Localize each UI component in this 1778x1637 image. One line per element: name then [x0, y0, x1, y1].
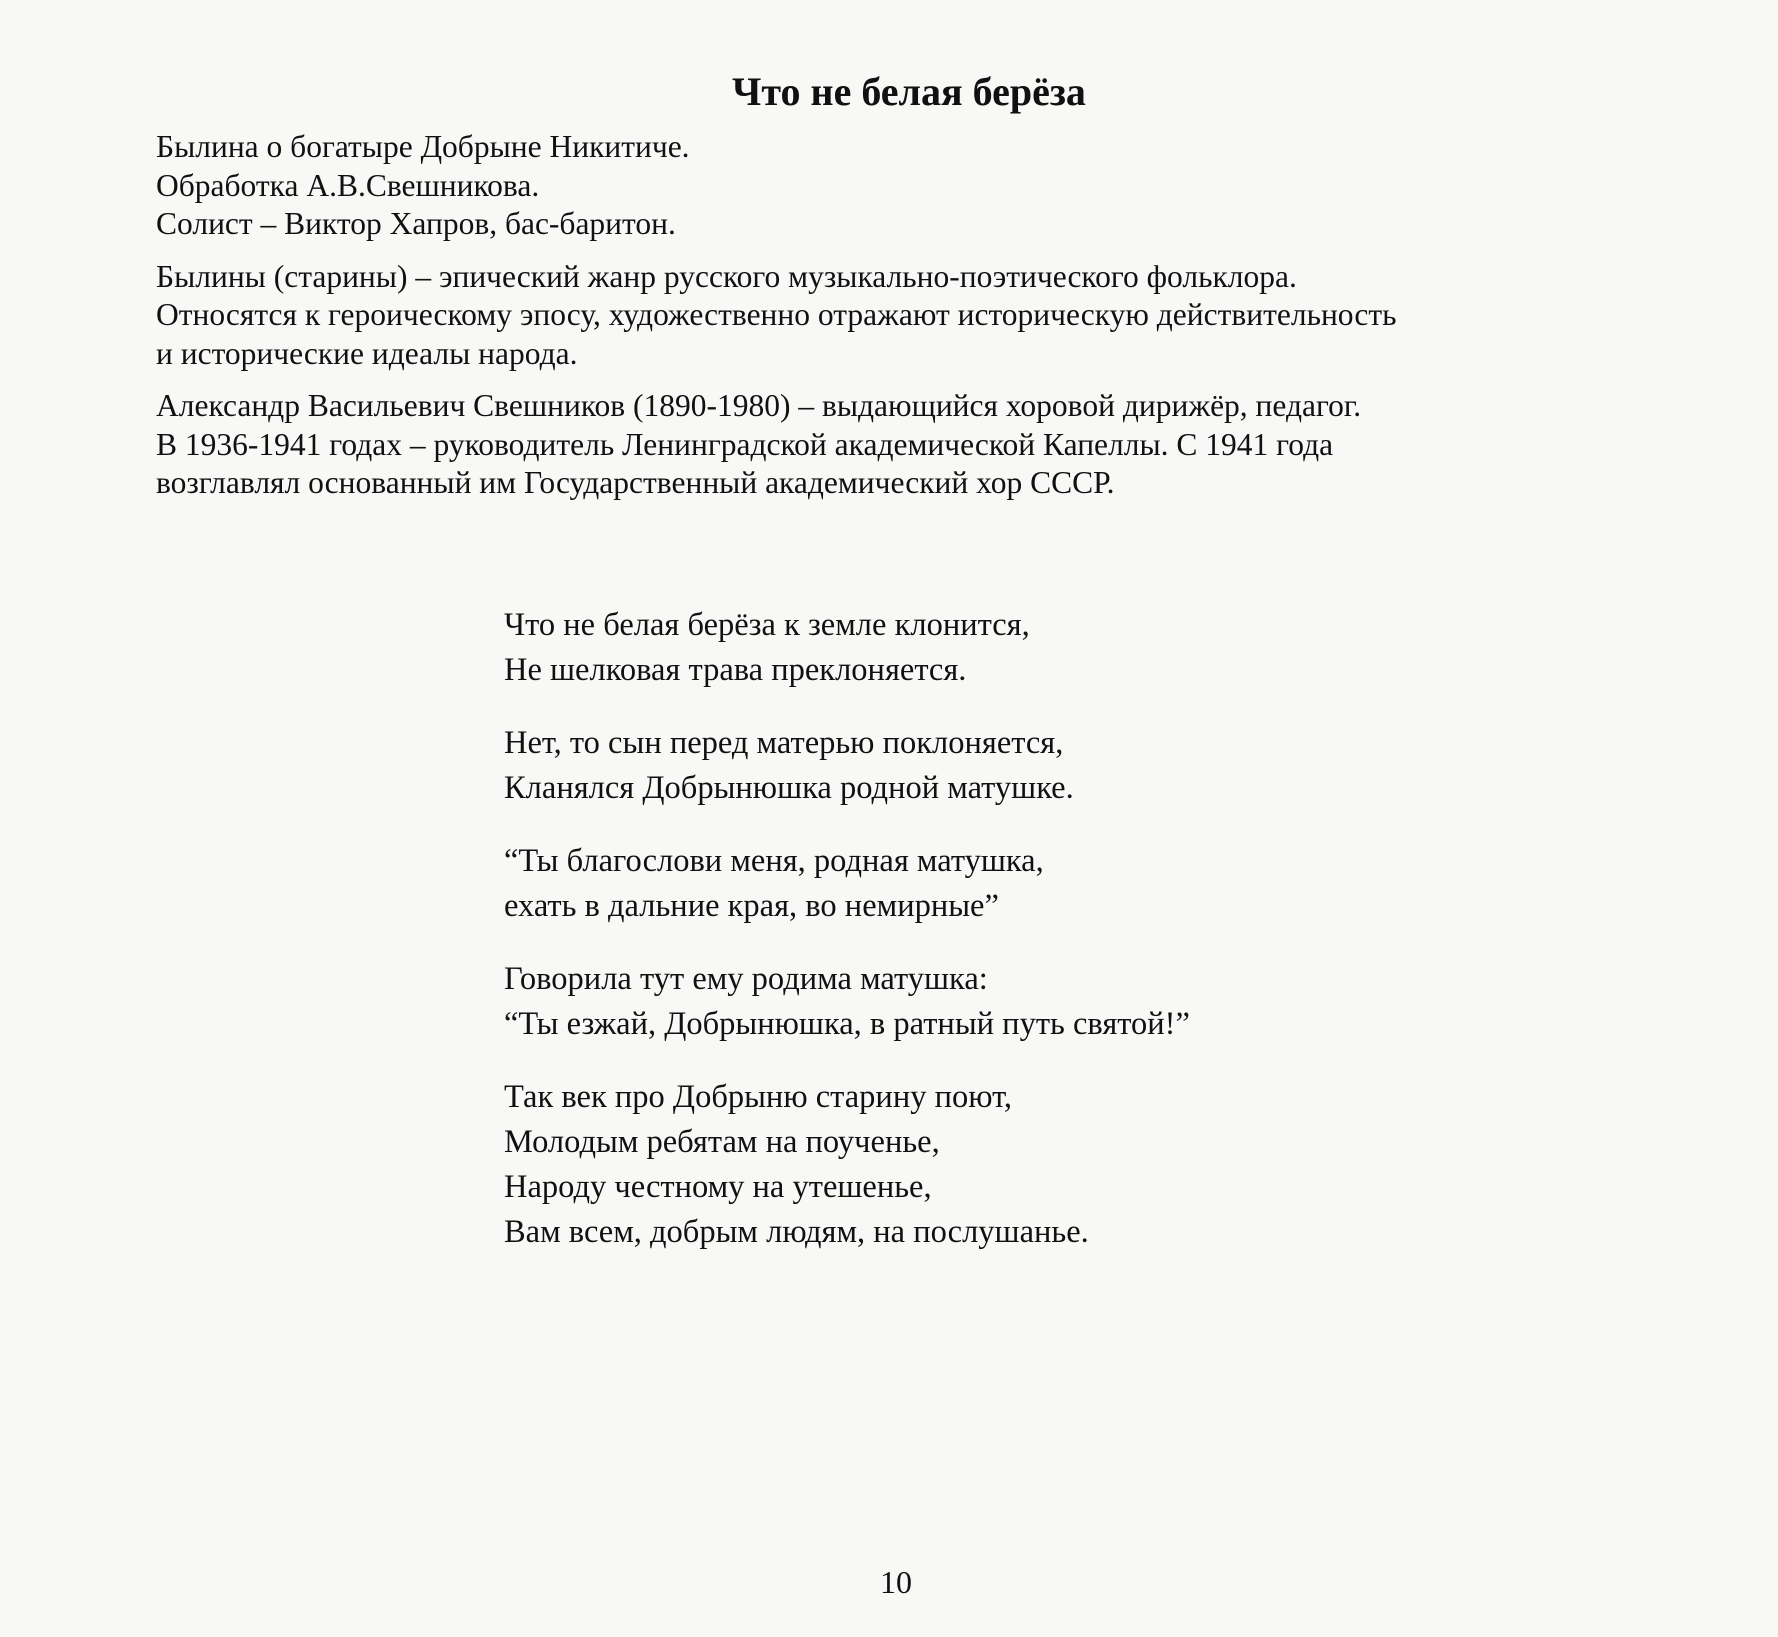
- credits-line: Былина о богатыре Добрыне Никитиче.: [156, 129, 690, 164]
- poem-stanza: [504, 721, 1404, 811]
- genre-note-line: Относятся к героическому эпосу, художественно отражают историческую действительность: [156, 297, 1397, 332]
- poem-line: Кланялся Добрынюшка родной матушке.: [504, 770, 1074, 806]
- biography-line: Александр Васильевич Свешников (1890-1980) – выдающийся хоровой дирижёр, педагог.: [156, 388, 1362, 423]
- poem-line: “Ты езжай, Добрынюшка, в ратный путь святой!”: [504, 1006, 1190, 1042]
- poem-line: Так век про Добрыню старину поют,: [504, 1079, 1012, 1115]
- intro-section: [156, 128, 1656, 517]
- genre-note-paragraph: [156, 258, 1656, 374]
- poem-line: Нет, то сын перед матерью поклоняется,: [504, 725, 1064, 761]
- credits-line: Обработка А.В.Свешникова.: [156, 167, 540, 203]
- biography-line: В 1936-1941 годах – руководитель Ленинградской академической Капеллы. С 1941 года: [156, 426, 1334, 462]
- page-number: 10: [880, 1564, 912, 1600]
- poem-stanza: [504, 603, 1404, 693]
- poem-stanza: [504, 839, 1404, 929]
- poem-stanza: [504, 957, 1404, 1047]
- poem-line: Что не белая берёза к земле клонится,: [504, 607, 1030, 643]
- genre-note-line: и исторические идеалы народа.: [156, 335, 578, 371]
- credits-line: Солист – Виктор Хапров, бас-баритон.: [156, 206, 676, 241]
- poem-line: “Ты благослови меня, родная матушка,: [504, 843, 1044, 879]
- poem-line: Народу честному на утешенье,: [504, 1169, 932, 1205]
- poem-line: ехать в дальние края, во немирные”: [504, 888, 999, 924]
- poem-line: Не шелковая трава преклоняется.: [504, 652, 967, 688]
- poem-line: Вам всем, добрым людям, на послушанье.: [504, 1214, 1089, 1250]
- credits-paragraph: [156, 128, 1656, 244]
- poem-stanza: [504, 1075, 1404, 1255]
- page-title: Что не белая берёза: [732, 69, 1086, 114]
- poem-text: [504, 603, 1404, 1283]
- biography-paragraph: [156, 387, 1656, 503]
- biography-line: возглавлял основанный им Государственный академический хор СССР.: [156, 465, 1115, 500]
- poem-line: Молодым ребятам на поученье,: [504, 1124, 940, 1160]
- poem-line: Говорила тут ему родима матушка:: [504, 961, 988, 997]
- genre-note-line: Былины (старины) – эпический жанр русского музыкально-поэтического фольклора.: [156, 258, 1297, 294]
